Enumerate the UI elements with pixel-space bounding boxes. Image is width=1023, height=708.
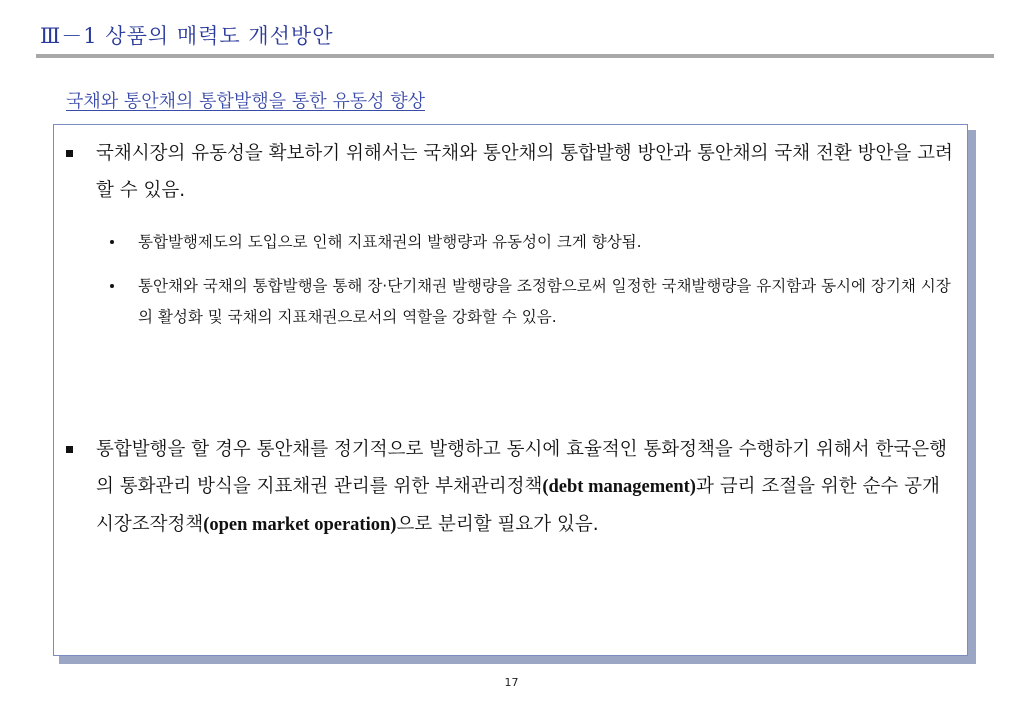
sub-bullet-text: 통안채와 국채의 통합발행을 통해 장·단기채권 발행량을 조정함으로써 일정한 국채발행량을 유지함과 동시에 장기채 시장의 활성화 및 국채의 지표채권으로서의 역할을 강화할 수 있음. <box>138 277 951 326</box>
dot-bullet-icon <box>110 240 114 244</box>
bullet-text: 국채시장의 유동성을 확보하기 위해서는 국채와 통안채의 통합발행 방안과 통안채의 국채 전환 방안을 고려할 수 있음. <box>96 143 953 201</box>
bullet-text-part: 통합발행을 할 경우 통안채를 정기적으로 발행하고 동시에 효율적인 통화정책을 수행하기 위해서 한국은행의 통화관리 방식을 지표채권 관리를 위한 부채관리정책 <box>96 439 948 497</box>
bullet-item-2 <box>96 431 954 544</box>
sub-bullet-item-2 <box>138 271 956 333</box>
sub-bullet-item-1 <box>138 227 956 258</box>
bullet-text-part: 과 금리 조절을 위한 순수 공개시장조작정책 <box>96 476 940 535</box>
bullet-item-1 <box>96 135 954 209</box>
slide-title: Ⅲ－1 상품의 매력도 개선방안 <box>40 24 334 48</box>
bullet-text-part: 으로 분리할 필요가 있음. <box>396 514 599 535</box>
dot-bullet-icon <box>110 284 114 288</box>
section-subtitle: 국채와 통안채의 통합발행을 통한 유동성 향상 <box>66 91 425 112</box>
sub-bullet-text: 통합발행제도의 도입으로 인해 지표채권의 발행량과 유동성이 크게 향상됨. <box>138 233 642 251</box>
bullet-text-english: (debt management) <box>542 477 696 497</box>
square-bullet-icon <box>66 150 73 157</box>
bullet-text-english: (open market operation) <box>203 515 397 535</box>
square-bullet-icon <box>66 446 73 453</box>
content-box <box>53 124 968 656</box>
title-divider <box>36 54 994 58</box>
page-number: 17 <box>504 676 519 689</box>
